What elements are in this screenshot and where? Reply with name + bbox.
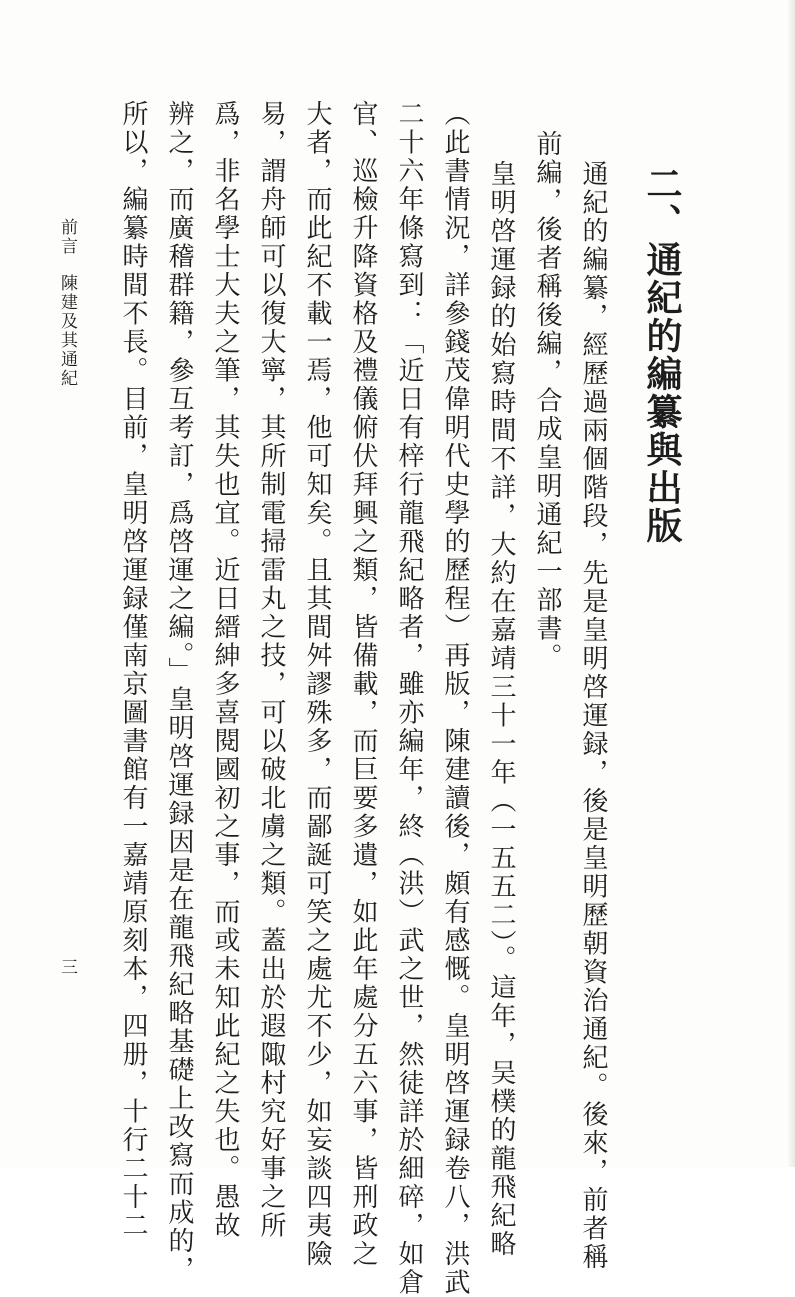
running-head-subtitle: 陳建及其通紀	[57, 274, 77, 388]
paragraph-line: 皇明啓運録的始寫時間不詳，大約在嘉靖三十一年（一五五二）。這年，吴樸的龍飛紀略	[486, 160, 516, 1259]
paragraph-line: 大者，而此紀不載一焉，他可知矣。且其間舛謬殊多，而鄙誕可笑之處尤不少，如妄談四夷險	[302, 100, 332, 1269]
paragraph-line: （此書情況，詳參錢茂偉明代史學的歷程）再版，陳建讀後，頗有感慨。皇明啓運録卷八，洪武	[440, 100, 470, 1297]
section-title: 二、通紀的編纂與出版	[641, 165, 683, 545]
running-head-section: 前言	[57, 218, 77, 256]
paragraph-line: 易，謂舟師可以復大寧，其所制電掃雷丸之技，可以破北虜之類。蓋出於遐陬村究好事之所	[256, 100, 286, 1240]
running-head	[55, 218, 75, 388]
paragraph-line: 通紀的編纂，經歷過兩個階段，先是皇明啓運録，後是皇明歷朝資治通紀。後來，前者稱	[578, 160, 608, 1272]
paragraph-line: 二十六年條寫到：「近日有梓行龍飛紀略者，雖亦編年，終（洪）武之世，然徒詳於細碎，如倉	[394, 100, 424, 1297]
paragraph-line: 前編，後者稱後編，合成皇明通紀一部書。	[532, 130, 562, 672]
paragraph-line: 所以，編纂時間不長。目前，皇明啓運録僅南京圖書館有一嘉靖原刻本，四册，十行二十二	[118, 100, 148, 1240]
paragraph-line: 爲，非名學士大夫之筆，其失也宜。近日縉紳多喜閱國初之事，而或未知此紀之失也。愚故	[210, 100, 240, 1240]
paragraph-line: 辨之，而廣稽群籍，參互考訂，爲啓運之編。」皇明啓運録因是在龍飛紀略基礎上改寫而成的，	[164, 100, 194, 1284]
paragraph-line: 官、巡檢升降資格及禮儀俯伏拜興之類，皆備載，而巨要多遺，如此年處分五六事，皆刑政之	[348, 100, 378, 1269]
page-number: 三	[57, 958, 77, 975]
